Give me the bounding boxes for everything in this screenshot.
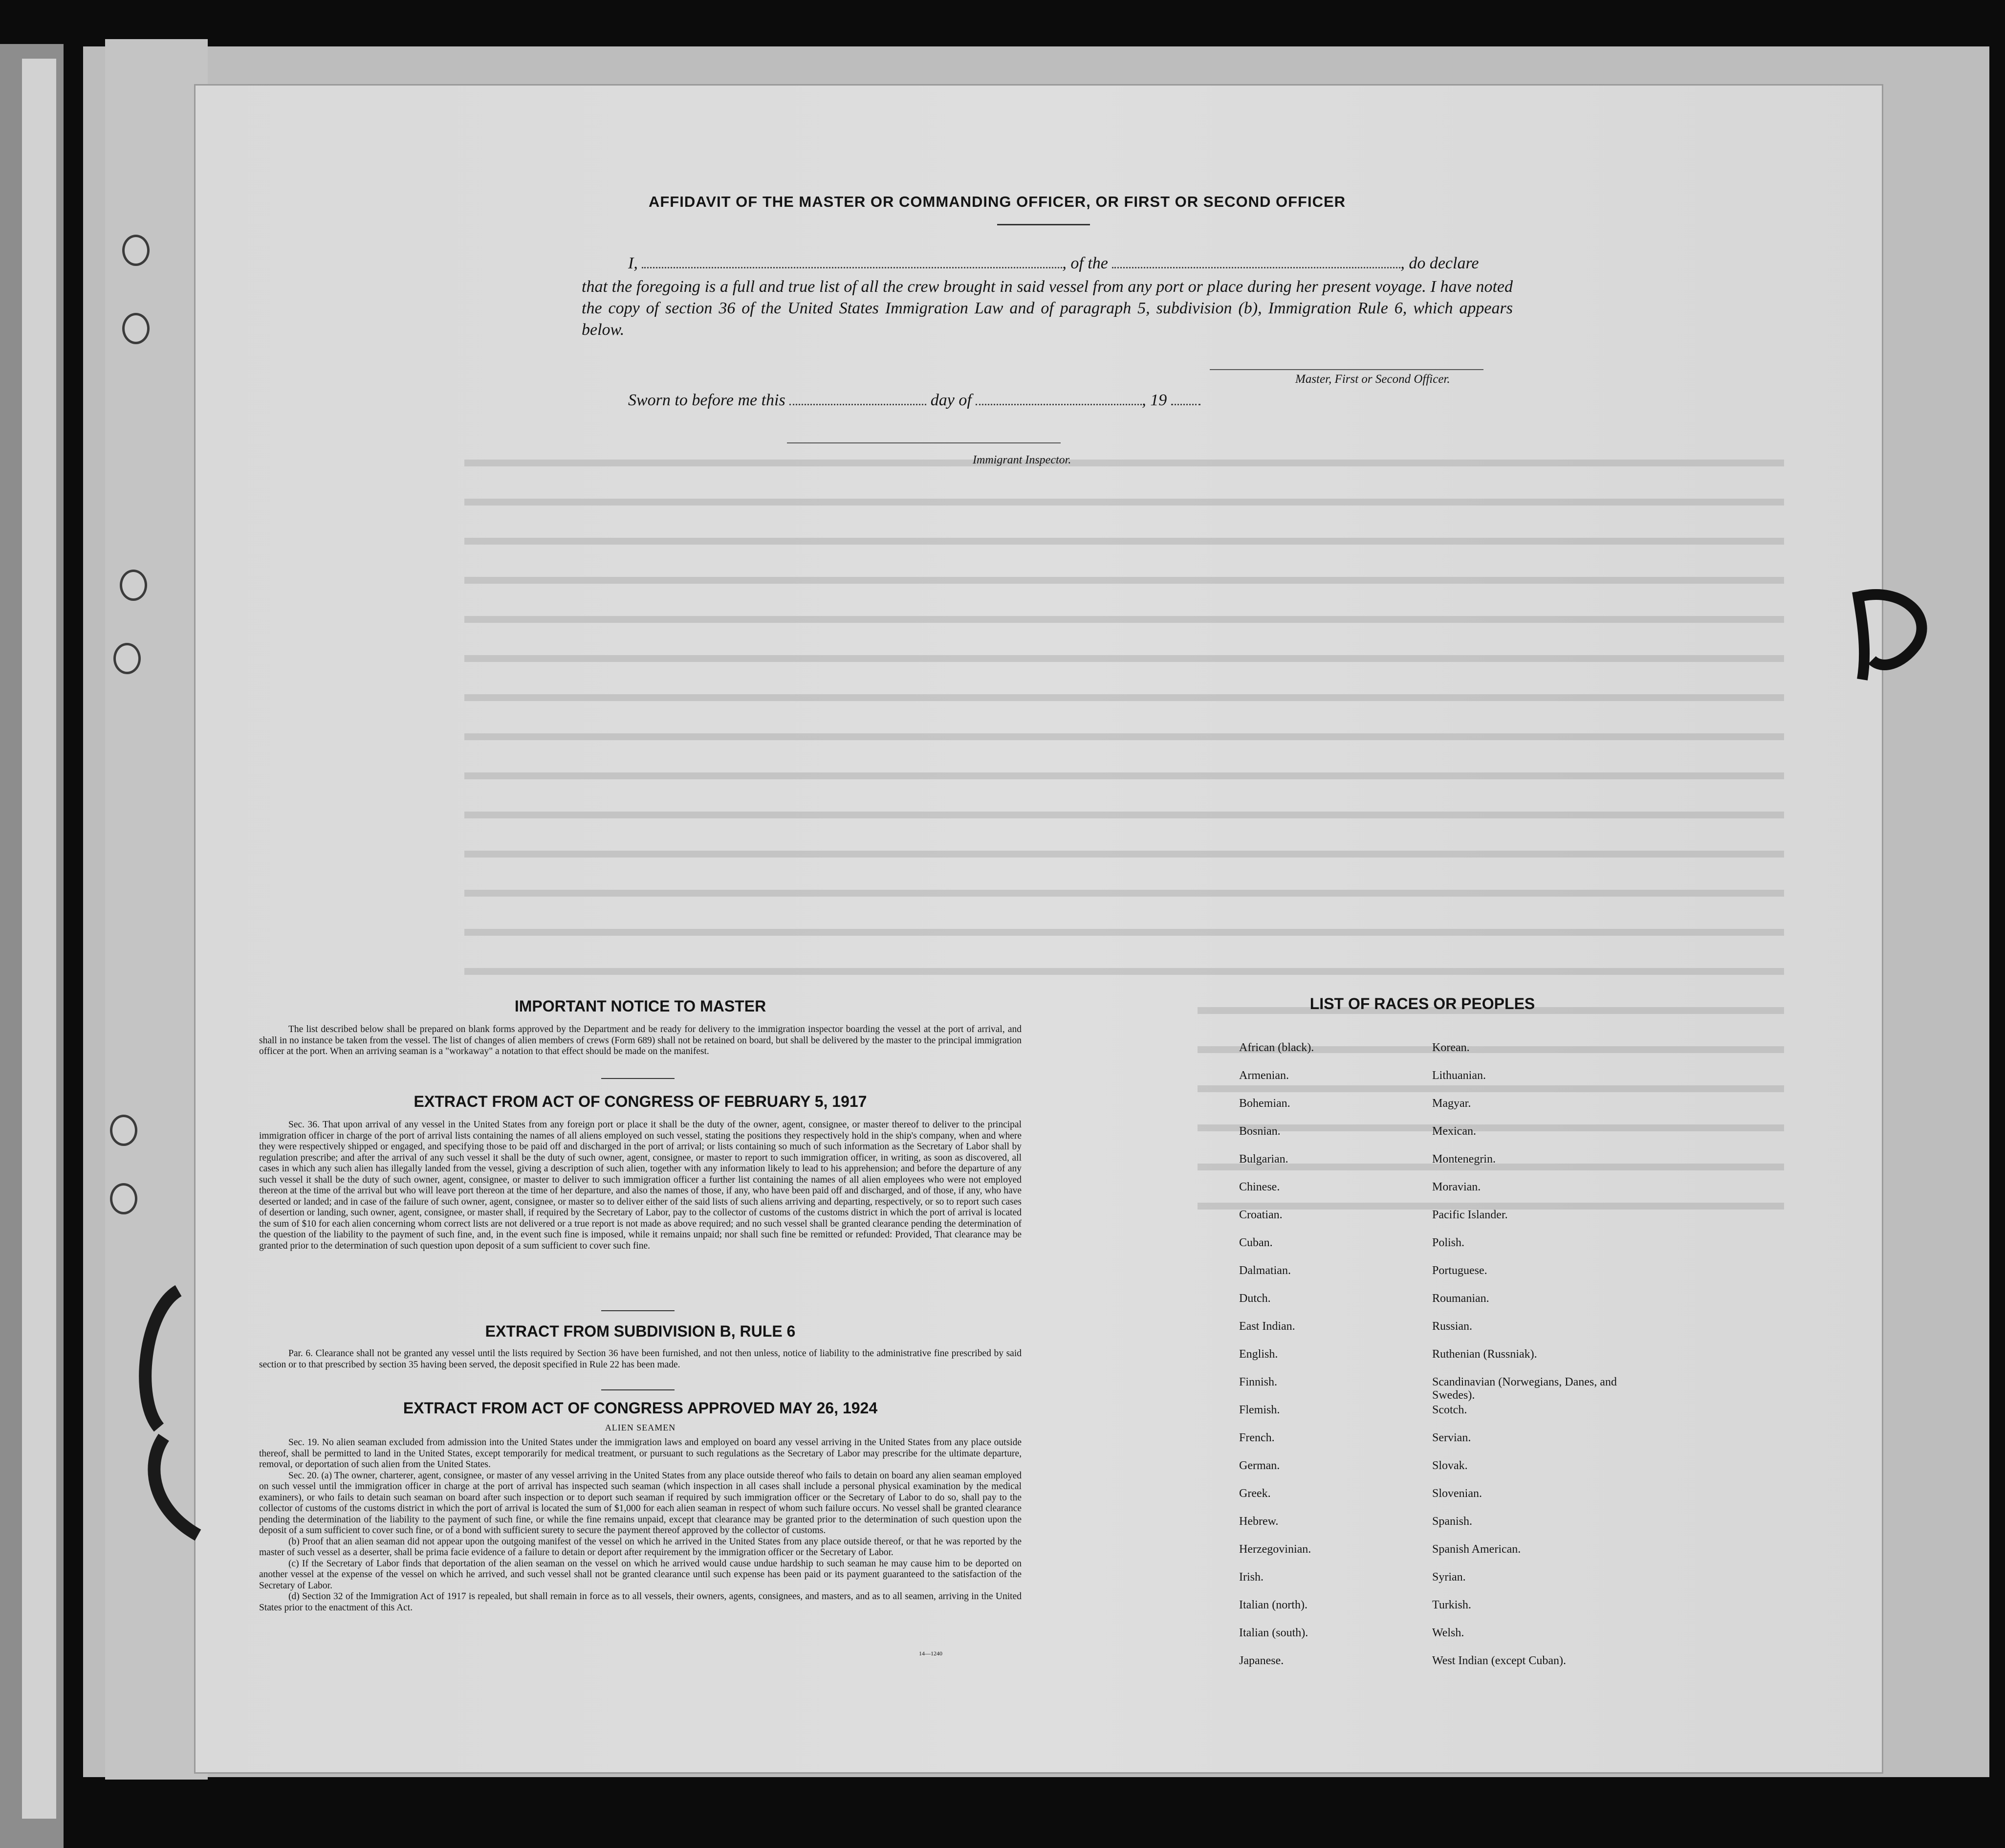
- race-item: English.: [1239, 1348, 1278, 1361]
- race-item: Dalmatian.: [1239, 1264, 1291, 1277]
- race-item: Moravian.: [1432, 1181, 1481, 1193]
- race-item: Korean.: [1432, 1041, 1470, 1054]
- race-item: Italian (south).: [1239, 1627, 1308, 1639]
- extract-rule6-paragraph: Par. 6. Clearance shall not be granted any vessel until the lists required by Section 36 have been furnished, and not then unless, notice of liability to the administrative fine prescribed by said section or to that prescribed by section 35 having been served, the deposit specified in Rule 22 has been made.: [259, 1348, 1022, 1370]
- extract-1917-title: EXTRACT FROM ACT OF CONGRESS OF FEBRUARY 5, 1917: [414, 1093, 867, 1110]
- divider: [997, 224, 1090, 225]
- divider: [601, 1389, 675, 1390]
- race-item: Hebrew.: [1239, 1515, 1279, 1528]
- race-item: Magyar.: [1432, 1097, 1471, 1110]
- races-title: LIST OF RACES OR PEOPLES: [1309, 995, 1535, 1012]
- punch-hole: [113, 643, 141, 674]
- race-item: Servian.: [1432, 1431, 1471, 1444]
- extract-1924-text: [259, 1437, 1022, 1613]
- binder-strip: [22, 59, 56, 1819]
- declaration-line1: [628, 254, 1513, 273]
- day-of-label: day of: [930, 391, 972, 409]
- punch-hole: [110, 1183, 137, 1214]
- race-item: Irish.: [1239, 1571, 1264, 1584]
- race-item: Turkish.: [1432, 1599, 1471, 1611]
- handwritten-mark: [1843, 577, 1940, 689]
- handwritten-mark: [125, 1281, 222, 1550]
- race-item: Slovenian.: [1432, 1487, 1482, 1500]
- declarant-name-field[interactable]: [642, 257, 1062, 268]
- race-item: Welsh.: [1432, 1627, 1464, 1639]
- race-item: Polish.: [1432, 1236, 1465, 1249]
- punch-hole: [120, 570, 147, 601]
- declare-label: , do declare: [1400, 254, 1479, 272]
- race-item: Spanish.: [1432, 1515, 1473, 1528]
- race-item: Cuban.: [1239, 1236, 1273, 1249]
- race-item: Japanese.: [1239, 1654, 1284, 1667]
- race-item: Ruthenian (Russniak).: [1432, 1348, 1537, 1361]
- inspector-label: Immigrant Inspector.: [973, 454, 1071, 466]
- race-item: Montenegrin.: [1432, 1153, 1496, 1166]
- race-item: Pacific Islander.: [1432, 1209, 1508, 1221]
- sworn-day-field[interactable]: [789, 394, 926, 405]
- race-item: Bulgarian.: [1239, 1153, 1288, 1166]
- vessel-label: , of the: [1062, 254, 1108, 272]
- extract-1924-title: EXTRACT FROM ACT OF CONGRESS APPROVED MAY 26, 1924: [403, 1399, 878, 1417]
- race-item: Russian.: [1432, 1320, 1473, 1333]
- sec20c-paragraph: (c) If the Secretary of Labor finds that deportation of the alien seaman on the vessel on which he arrived would cause undue hardship to such seaman he may cause him to be deported on another vessel at the expense of the vessel on which he arrived, and such vessel shall not be granted clearance until such expense has been paid or its payment guaranteed to the satisfaction of the Secretary of Labor.: [259, 1558, 1022, 1591]
- affidavit-title: AFFIDAVIT OF THE MASTER OR COMMANDING OFFICER, OR FIRST OR SECOND OFFICER: [648, 193, 1346, 210]
- race-item: Lithuanian.: [1432, 1069, 1486, 1082]
- race-item: Greek.: [1239, 1487, 1271, 1500]
- races-right-column: [1432, 1041, 1637, 1682]
- race-item: Bosnian.: [1239, 1125, 1281, 1138]
- sec19-paragraph: Sec. 19. No alien seaman excluded from admission into the United States under the immigration laws and employed on board any vessel arriving in the United States from any place outside thereof, shall be permitted to land in the United States, except temporarily for medical treatment, or pursuant to such regulations as the Secretary of Labor may prescribe for the ultimate departure, removal, or deportation of such alien from the United States.: [259, 1437, 1022, 1470]
- race-item: French.: [1239, 1431, 1275, 1444]
- race-item: Finnish.: [1239, 1376, 1278, 1388]
- race-item: Flemish.: [1239, 1404, 1280, 1416]
- alien-seamen-subtitle: ALIEN SEAMEN: [605, 1423, 676, 1432]
- sworn-line: [628, 391, 1508, 410]
- notice-title: IMPORTANT NOTICE TO MASTER: [514, 997, 766, 1015]
- sworn-month-field[interactable]: [976, 394, 1142, 405]
- race-item: East Indian.: [1239, 1320, 1295, 1333]
- race-item: Scotch.: [1432, 1404, 1467, 1416]
- master-label: Master, First or Second Officer.: [1295, 373, 1450, 386]
- notice-text: [259, 1024, 1022, 1057]
- race-item: Slovak.: [1432, 1459, 1468, 1472]
- sworn-label: Sworn to before me this: [628, 391, 785, 409]
- race-item: Croatian.: [1239, 1209, 1283, 1221]
- race-item: Scandinavian (Norwegians, Danes, and Swedes).: [1432, 1376, 1617, 1402]
- race-item: Armenian.: [1239, 1069, 1289, 1082]
- sec20b-paragraph: (b) Proof that an alien seaman did not appear upon the outgoing manifest of the vessel on which he arrived in the United States from any place outside thereof, or that he was reported by the master of such vessel as a deserter, shall be prima facie evidence of a failure to detain or deport after requirement by the immigration officer or the Secretary of Labor.: [259, 1536, 1022, 1558]
- race-item: West Indian (except Cuban).: [1432, 1654, 1566, 1667]
- extract-rule6-title: EXTRACT FROM SUBDIVISION B, RULE 6: [485, 1322, 796, 1340]
- notice-paragraph: The list described below shall be prepared on blank forms approved by the Department and be ready for delivery to the immigration inspector boarding the vessel at the port of arrival, and shall in no instance be taken from the vessel. The list of changes of alien members of crews (Form 689) shall not be retained on board, but shall be delivered by the master to the principal immigration officer at the port. When an arriving seaman is a "workaway" a notation to that effect should be made on the manifest.: [259, 1024, 1022, 1056]
- race-item: Spanish American.: [1432, 1543, 1521, 1556]
- race-item: Portuguese.: [1432, 1264, 1487, 1277]
- vessel-name-field[interactable]: [1112, 257, 1400, 268]
- race-item: German.: [1239, 1459, 1280, 1472]
- race-item: Chinese.: [1239, 1181, 1280, 1193]
- declarant-label: I,: [628, 254, 638, 272]
- punch-hole: [110, 1115, 137, 1146]
- punch-hole: [122, 313, 150, 344]
- sec20a-paragraph: Sec. 20. (a) The owner, charterer, agent, consignee, or master of any vessel arriving in the United States from any place outside thereof who fails to detain on board any alien seaman employed on such vessel until the immigration officer in charge at the port of arrival has inspected such seaman (which inspection in all cases shall include a personal physical examination by the medical examiners), or who fails to detain such seaman on board after such inspection or to deport such seaman if required by such immigration officer or the Secretary of Labor to do so, shall pay to the collector of customs of the customs district in which the port of arrival is located the sum of $1,000 for each alien seaman in respect of whom such failure occurs. No vessel shall be granted clearance pending the determination of the liability to the payment of such fine, or while the fine remains unpaid, except that clearance may be granted prior to the determination of such question upon the deposit of a sum sufficient to cover such fine, or of a bond with sufficient surety to secure the payment thereof approved by the collector of customs.: [259, 1470, 1022, 1536]
- race-item: Italian (north).: [1239, 1599, 1308, 1611]
- race-item: Dutch.: [1239, 1292, 1271, 1305]
- declaration-text: that the foregoing is a full and true list of all the crew brought in said vessel from any port or place during her present voyage. I have noted the copy of section 36 of the United States Immigration Law and of paragraph 5, subdivision (b), Immigration Rule 6, which appears below.: [582, 278, 1513, 339]
- divider: [601, 1310, 675, 1311]
- inspector-signature-line[interactable]: [787, 442, 1061, 443]
- race-item: African (black).: [1239, 1041, 1314, 1054]
- form-number: 14—1240: [919, 1650, 942, 1657]
- races-left-column: [1239, 1041, 1425, 1682]
- signature-line[interactable]: [1210, 369, 1483, 370]
- extract-1917-paragraph: Sec. 36. That upon arrival of any vessel in the United States from any foreign port or place it shall be the duty of the owner, agent, consignee, or master thereof to deliver to the principal immigration officer in charge of the port of arrival lists containing the names of all aliens employed on such vessel, stating the positions they respectively hold in the ship's company, when and where they were respectively shipped or engaged, and specifying those to be paid off and discharged in the port of arrival; or lists containing so much of such information as the Secretary of Labor shall by regulation prescribe; and after the arrival of any such vessel it shall be the duty of such owner, agent, consignee, or master to report to such immigration officer, in writing, as soon as discovered, all cases in which any such alien has illegally landed from the vessel, giving a description of such alien, together with any information likely to lead to his apprehension; and before the departure of any such vessel it shall be the duty of such owner, agent, consignee, or master to deliver to such immigration officer a further list containing the names of all alien employees who were not employed thereon at the time of the arrival but who will leave port thereon at the time of her departure, and also the names of those, if any, who have been paid off and discharged, and of those, if any, who have deserted or landed; and in case of the failure of such owner, agent, consignee, or master so to deliver either of the said lists of such aliens arriving and departing, respectively, or so to report such cases of desertion or landing, such owner, agent, consignee, or master shall, if required by the Secretary of Labor, pay to the collector of customs of the customs district in which the port of arrival is located the sum of $10 for each alien concerning whom correct lists are not delivered or a true report is not made as above required; and no such vessel shall be granted clearance pending the determination of the question of the liability to the payment of such fine, and, in the event such fine is imposed, while it remains unpaid; nor shall such fine be remitted or refunded: Provided, That clearance may be granted prior to the determination of such question upon deposit of a sum sufficient to cover such fine.: [259, 1120, 1022, 1251]
- race-item: Syrian.: [1432, 1571, 1466, 1584]
- sworn-year-field[interactable]: [1171, 394, 1200, 405]
- sec20d-paragraph: (d) Section 32 of the Immigration Act of 1917 is repealed, but shall remain in force as to all vessels, their owners, agents, consignees, and masters, and as to all seamen, arriving in the United States prior to the enactment of this Act.: [259, 1591, 1022, 1613]
- race-item: Herzegovinian.: [1239, 1543, 1311, 1556]
- race-item: Roumanian.: [1432, 1292, 1489, 1305]
- race-item: Bohemian.: [1239, 1097, 1290, 1110]
- extract-1917-text: [259, 1120, 1022, 1252]
- divider: [601, 1078, 675, 1079]
- extract-rule6-text: [259, 1348, 1022, 1370]
- punch-hole: [122, 235, 150, 266]
- year-label: , 19: [1142, 391, 1167, 409]
- race-item: Mexican.: [1432, 1125, 1476, 1138]
